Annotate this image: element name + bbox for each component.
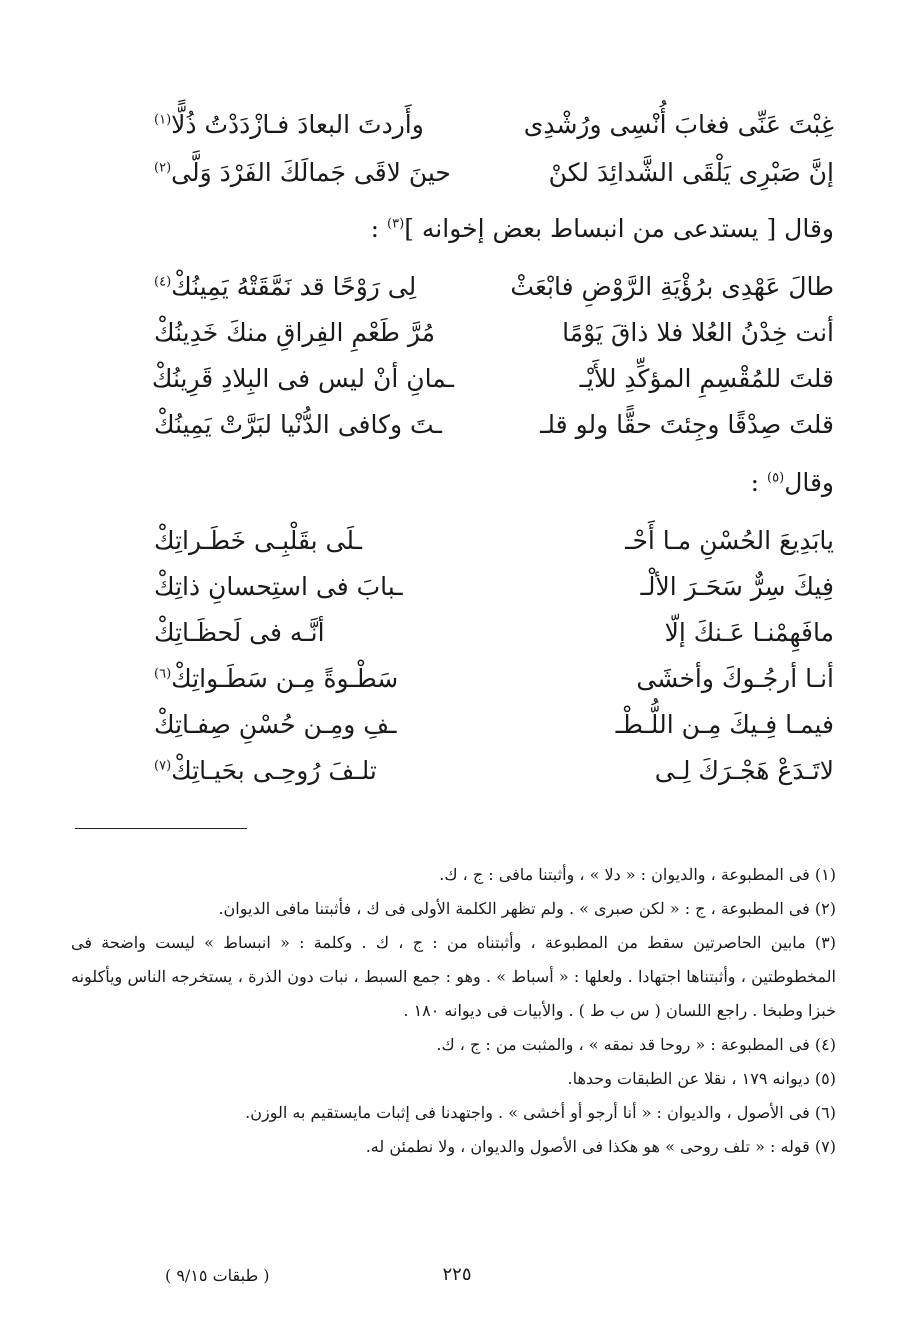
hemistich-second: حينَ لاقَى جَمالَكَ الفَرْدَ وَلَّى$^{(٢)}$: [154, 158, 451, 187]
page-number: ٢٢٥: [442, 1264, 472, 1285]
hemistich-second: ـلَى بقَلْبِـى خَطَـراتِكْ: [154, 526, 362, 555]
footnote-ref[interactable]: (١): [154, 112, 172, 128]
footnote-5: (٥) ديوانه ١٧٩ ، نقلا عن الطبقات وحدها.: [567, 1069, 836, 1088]
hemistich-first: إنَّ صَبْرِى يَلْقَى الشَّدائِدَ لكنْ: [548, 158, 834, 187]
footnote-ref[interactable]: (٤): [154, 274, 172, 290]
hemistich-first: فِيكَ سِرٌّ سَحَـرَ الألْـ: [640, 572, 834, 601]
footnote-3: (٣) مابين الحاصرتين سقط من المطبوعة ، وأثبتناه من : ج ، ك . وكلمة : « انبساط » ليست واضحة فى المخطوطتين ، وأثبتناها اجتهادا . ولعلها : « أسباط » . وهو : جمع السبط ، نبات دون الذرة ، يستخرجه الناس ويأكلونه خبزا وطبخا . راجع اللسان ( س ب ط ) . والأبيات فى ديوانه ١٨٠ .: [71, 933, 836, 1020]
footnote-2: (٢) فى المطبوعة ، ج : « لكن صبرى » . ولم تظهر الكلمة الأولى فى ك ، فأثبتنا مافى الديوان.: [218, 899, 836, 918]
hemistich-second: ـمانِ أنْ ليس فى البِلادِ قَرِينُكْ: [151, 364, 454, 393]
footnote-7: (٧) قوله : « تلف روحى » هو هكذا فى الأصول والديوان ، ولا نطمئن له.: [365, 1137, 836, 1156]
hemistich-first: قلتَ صِدْقًا وجِئتَ حقًّا ولو قلـ: [540, 410, 834, 439]
hemistich-second: سَطْـوةً مِـن سَطَـواتِكْ$^{(٦)}$: [154, 664, 399, 693]
footnotes: [71, 858, 836, 1164]
footnote-ref[interactable]: (٧): [154, 758, 172, 774]
hemistich-first: أنت خِدْنُ العُلا فلا ذاقَ يَوْمًا: [562, 318, 834, 347]
poem-3-intro: وقال$^{(٥)}$ :: [750, 468, 834, 497]
footnote-1: (١) فى المطبوعة ، والديوان : « دلا » ، وأثبتنا مافى : ج ، ك.: [439, 865, 836, 884]
hemistich-first: طالَ عَهْدِى برُؤْيَةِ الرَّوْضِ فابْعَثْ: [510, 272, 834, 301]
poem-2-intro: وقال [ يستدعى من انبساط بعض إخوانه ]$^{(٣)}$ :: [370, 214, 834, 243]
hemistich-first: لاتَـدَعْ هَجْـرَكَ لِـى: [654, 756, 834, 785]
hemistich-second: لِى رَوْحًا قد نَمَّقَتْهُ يَمِينُكْ$^{(٤)}$: [154, 272, 417, 301]
hemistich-first: فيمـا فِـيكَ مِـن اللُّـطْـ: [615, 710, 834, 739]
hemistich-second: تلـفَ رُوحِـى بحَيـاتِكْ$^{(٧)}$: [154, 756, 377, 785]
footnote-divider: [75, 828, 247, 829]
hemistich-second: ـبابَ فى استِحسانِ ذاتِكْ: [154, 572, 403, 601]
hemistich-second: وأَردتَ البعادَ فـازْدَدْتُ ذُلًّا$^{(١)}$: [154, 110, 424, 139]
hemistich-second: ـفِ ومِـن حُسْنِ صِفـاتِكْ: [154, 710, 397, 739]
signature-mark: ( طبقات ٩/١٥ ): [165, 1266, 270, 1285]
hemistich-first: يابَدِيعَ الحُسْنِ مـا أَحْـ: [625, 526, 834, 555]
hemistich-first: قلتَ للمُقْسِمِ المؤكِّدِ للأَيْـ: [579, 364, 834, 393]
hemistich-second: أنَّـه فى لَحظَـاتِكْ: [154, 618, 325, 647]
hemistich-second: ـتَ وكافى الدُّنْيا لبَرَّتْ يَمِينُكْ: [154, 410, 442, 439]
hemistich-first: غِبْتَ عَنِّى فغابَ أُنْسِى ورُشْدِى: [523, 110, 834, 139]
footnote-ref[interactable]: (٣): [387, 216, 405, 232]
footnote-ref[interactable]: (٥): [767, 470, 785, 486]
footnote-ref[interactable]: (٢): [154, 160, 172, 176]
footnote-ref[interactable]: (٦): [154, 666, 172, 682]
footnote-4: (٤) فى المطبوعة : « روحا قد نمقه » ، والمثبت من : ج ، ك.: [436, 1035, 836, 1054]
hemistich-first: أنـا أرجُـوكَ وأخشَى: [636, 664, 834, 693]
footnote-6: (٦) فى الأصول ، والديوان : « أنا أرجو أو أخشى » . واجتهدنا فى إثبات مايستقيم به الوزن.: [245, 1103, 836, 1122]
hemistich-second: مُرَّ طَعْمِ الفِراقِ منكَ خَدِينُكْ: [154, 318, 436, 347]
hemistich-first: مافَهِمْنـا عَـنكَ إلّا: [664, 618, 834, 647]
